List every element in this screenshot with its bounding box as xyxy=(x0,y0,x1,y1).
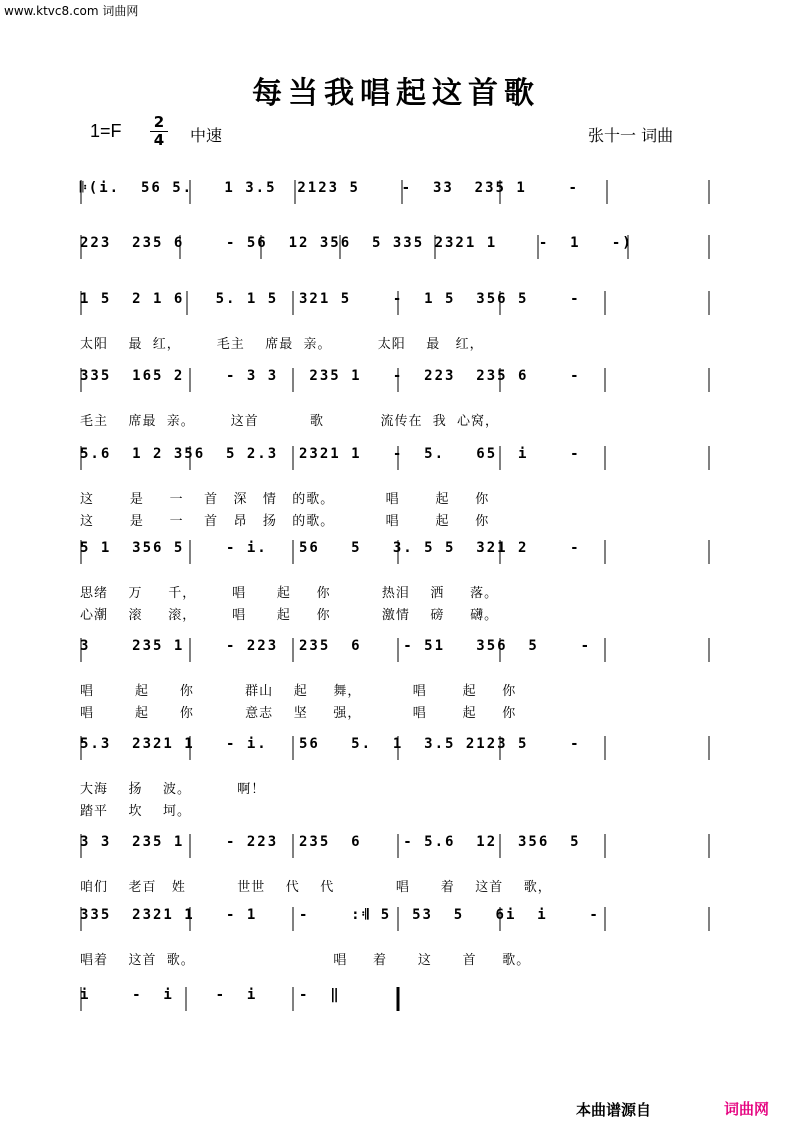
time-bottom: 4 xyxy=(150,131,168,149)
lyric-line: 这 是 一 首 昂 扬 的歌。 唱 起 你 xyxy=(80,514,490,529)
lyric-line: 唱着 这首 歌。 唱 着 这 首 歌。 xyxy=(80,953,531,968)
lyric-line: 思绪 万 千， 唱 起 你 热泪 洒 落。 xyxy=(80,586,499,601)
lyric-line: 唱 起 你 群山 起 舞， 唱 起 你 xyxy=(80,684,517,699)
score-system xyxy=(80,734,710,819)
melody-line: 3 3 235 1 - 223 235 6 - 5.6 12 356 5 xyxy=(80,834,581,850)
melody-line: 5.3 2321 1 - i. 56 5. 1 3.5 2123 5 - xyxy=(80,736,581,752)
time-signature xyxy=(150,114,168,149)
melody-line: 335 165 2 - 3 3 235 1 - 223 235 6 - xyxy=(80,368,581,384)
score-system xyxy=(80,538,710,623)
score-system xyxy=(80,233,710,265)
lyric-line: 唱 起 你 意志 坚 强， 唱 起 你 xyxy=(80,706,517,721)
score-system xyxy=(80,832,710,895)
melody-line: 5 1 356 5 - i. 56 5 3. 5 5 321 2 - xyxy=(80,540,581,556)
lyric-line: 大海 扬 波。 啊！ xyxy=(80,782,266,797)
site-tag[interactable]: www.ktvc8.com 词曲网 xyxy=(4,4,139,18)
lyric-line: 太阳 最 红， 毛主 席最 亲。 太阳 最 红， xyxy=(80,337,484,352)
melody-line: i - i - i - ‖ xyxy=(80,987,341,1003)
melody-line: 1 5 2 1 6 5. 1 5 321 5 - 1 5 356 5 - xyxy=(80,291,581,307)
score-system xyxy=(80,985,710,1017)
time-top: 2 xyxy=(153,113,165,131)
song-title: 每当我唱起这首歌 xyxy=(252,76,540,111)
score-system xyxy=(80,905,710,968)
key-signature: 1=F xyxy=(90,121,122,141)
score-system xyxy=(80,178,710,210)
lyric-line: 毛主 席最 亲。 这首 歌 流传在 我 心窝， xyxy=(80,414,500,429)
lyric-line: 踏平 坎 坷。 xyxy=(80,804,192,819)
score-system xyxy=(80,289,710,352)
lyric-line: 咱们 老百 姓 世世 代 代 唱 着 这首 歌， xyxy=(80,880,552,895)
footer-source-label: 本曲谱源自 xyxy=(576,1101,652,1119)
tempo-marking: 中速 xyxy=(190,126,223,145)
melody-line: 3 235 1 - 223 235 6 - 51 356 5 - xyxy=(80,638,592,654)
footer-brand-link[interactable]: 词曲网 xyxy=(724,1100,770,1118)
melody-line: 𝄆(i. 56 5. 1 3.5 2123 5 - 33 235 1 - xyxy=(80,180,579,196)
composer-credit: 张十一 词曲 xyxy=(588,126,674,145)
lyric-line: 这 是 一 首 深 情 的歌。 唱 起 你 xyxy=(80,492,490,507)
score-system xyxy=(80,444,710,529)
score-system xyxy=(80,636,710,721)
melody-line: 223 235 6 - 56 12 356 5 335 2321 1 - 1 -) xyxy=(80,235,633,251)
lyric-line: 心潮 滚 滚， 唱 起 你 激情 磅 礴。 xyxy=(80,608,499,623)
score-system xyxy=(80,366,710,429)
melody-line: 335 2321 1 - 1 - :𝄇 5 53 5 6i i - xyxy=(80,907,600,923)
melody-line: 5.6 1 2 356 5 2.3 2321 1 - 5. 65 i - xyxy=(80,446,581,462)
